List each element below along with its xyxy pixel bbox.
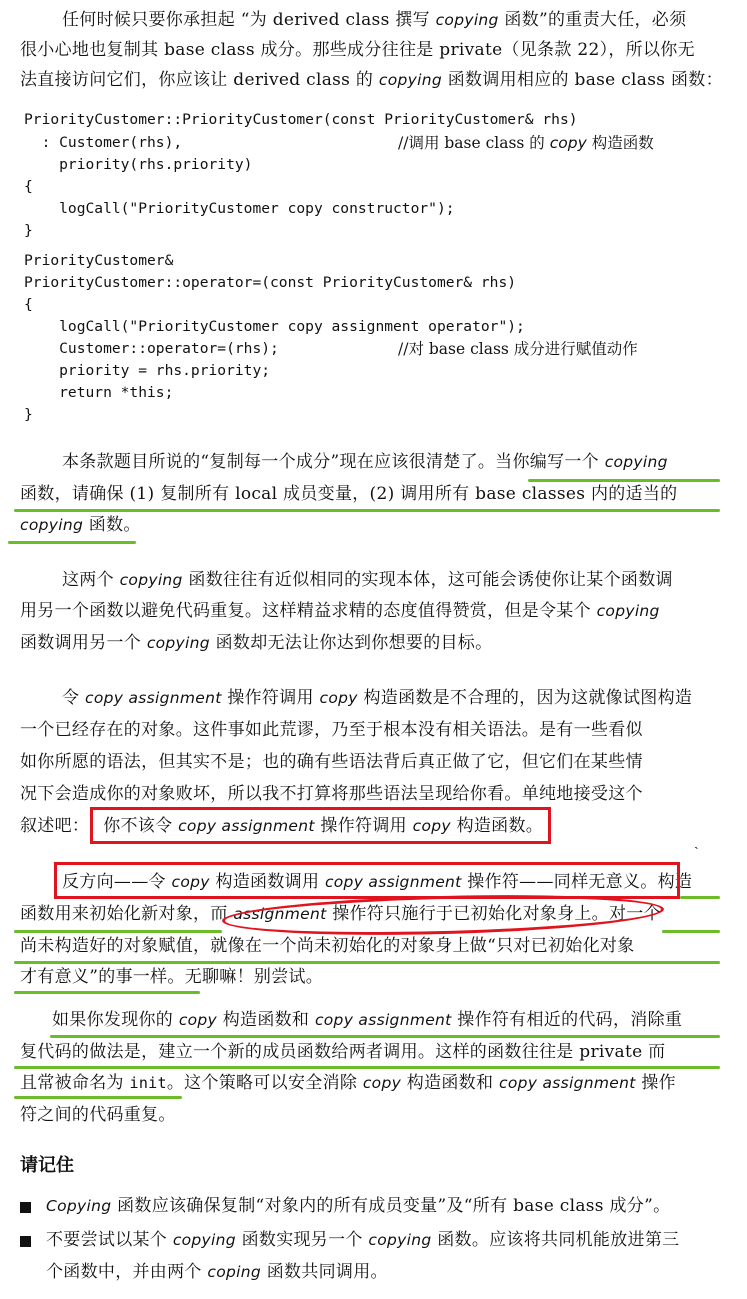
- p1-line-2: 函数，请确保 (1) 复制所有 local 成员变量，(2) 调用所有 base classes 内的适当的: [20, 484, 678, 504]
- p3-line-4: 况下会造成你的对象败坏，所以我不打算将那些语法呈现给你看。单纯地接受这个: [20, 784, 643, 804]
- code-line: PriorityCustomer::operator=(const PriorityCustomer& rhs): [24, 274, 517, 291]
- p4-line-2: 函数用来初始化新对象，而 assignment 操作符只施行于已初始化对象身上。对一个: [20, 904, 661, 924]
- highlight-underline: [14, 991, 200, 994]
- bullet-square-icon: [20, 1202, 31, 1213]
- bullet-item: Copying 函数应该确保复制“对象内的所有成员变量”及“所有 base class 成分”。: [46, 1196, 671, 1216]
- highlight-underline: [14, 961, 720, 964]
- highlight-underline: [662, 930, 720, 933]
- section-heading: 请记住: [20, 1155, 74, 1176]
- code-line: PriorityCustomer&: [24, 252, 174, 269]
- intro-line-1: 任何时候只要你承担起 “为 derived class 撰写 copying 函数”的重责大任，必须: [62, 10, 687, 30]
- code-line: }: [24, 222, 33, 239]
- p3-line-1: 令 copy assignment 操作符调用 copy 构造函数是不合理的，因为这就像试图构造: [62, 688, 693, 708]
- highlight-underline: [14, 1096, 182, 1099]
- p3-line-3: 如你所愿的语法，但其实不是；也的确有些语法背后真正做了它，但它们在某些情: [20, 752, 643, 772]
- code-line: priority = rhs.priority;: [24, 362, 271, 379]
- bullet-item-continued: 个函数中，并由两个 coping 函数共同调用。: [46, 1262, 388, 1282]
- p4-line-3: 尚未构造好的对象赋值，就像在一个尚未初始化的对象身上做“只对已初始化对象: [20, 936, 635, 956]
- p2-line-2: 用另一个函数以避免代码重复。这样精益求精的态度值得赞赏，但是令某个 copying: [20, 601, 660, 621]
- code-line: PriorityCustomer::PriorityCustomer(const PriorityCustomer& rhs): [24, 111, 578, 128]
- p3-line-2: 一个已经存在的对象。这件事如此荒谬，乃至于根本没有相关语法。是有一些看似: [20, 720, 643, 740]
- code-line: Customer::operator=(rhs);: [24, 340, 279, 357]
- highlight-underline: [680, 896, 720, 899]
- intro-line-2: 很小心地也复制其 base class 成分。那些成分往往是 private（见条款 22），所以你无: [20, 40, 695, 60]
- code-line: }: [24, 406, 33, 423]
- code-line: {: [24, 296, 33, 313]
- p5-line-1: 如果你发现你的 copy 构造函数和 copy assignment 操作符有相近的代码，消除重: [52, 1010, 683, 1030]
- code-line: priority(rhs.priority): [24, 156, 253, 173]
- code-comment: //对 base class 成分进行赋值动作: [398, 340, 638, 358]
- p4-line-1: 反方向——令 copy 构造函数调用 copy assignment 操作符——同样无意义。构造: [62, 872, 693, 892]
- highlight-underline: [14, 930, 222, 933]
- highlight-underline: [528, 479, 720, 482]
- highlight-underline: [50, 1035, 720, 1038]
- p4-line-4: 才有意义”的事一样。无聊嘛！别尝试。: [20, 967, 324, 987]
- code-line: return *this;: [24, 384, 174, 401]
- highlight-underline: [8, 541, 136, 544]
- highlight-underline: [14, 1066, 720, 1069]
- stray-mark: ˎ: [694, 834, 699, 850]
- p1-line-1: 本条款题目所说的“复制每一个成分”现在应该很清楚了。当你编写一个 copying: [62, 452, 668, 472]
- p2-line-1: 这两个 copying 函数往往有近似相同的实现本体，这可能会诱使你让某个函数调: [62, 570, 673, 590]
- bullet-square-icon: [20, 1236, 31, 1247]
- p5-line-2: 复代码的做法是，建立一个新的成员函数给两者调用。这样的函数往往是 private 而: [20, 1042, 666, 1062]
- highlight-box: [90, 807, 551, 844]
- intro-line-3: 法直接访问它们，你应该让 derived class 的 copying 函数调用相应的 base class 函数：: [20, 70, 723, 90]
- p3-line-5: 叙述吧： 你不该令 copy assignment 操作符调用 copy 构造函数。: [20, 816, 544, 836]
- code-line: {: [24, 178, 33, 195]
- code-comment: //调用 base class 的 copy 构造函数: [398, 134, 654, 152]
- p5-line-4: 符之间的代码重复。: [20, 1105, 176, 1125]
- code-line: : Customer(rhs),: [24, 134, 183, 151]
- highlight-underline: [14, 509, 720, 512]
- code-line: logCall("PriorityCustomer copy constructor");: [24, 200, 455, 217]
- p1-line-3: copying 函数。: [20, 515, 141, 535]
- bullet-item: 不要尝试以某个 copying 函数实现另一个 copying 函数。应该将共同机能放进第三: [46, 1230, 680, 1250]
- p2-line-3: 函数调用另一个 copying 函数却无法让你达到你想要的目标。: [20, 633, 493, 653]
- p5-line-3: 且常被命名为 init。这个策略可以安全消除 copy 构造函数和 copy assignment 操作: [20, 1073, 676, 1093]
- code-line: logCall("PriorityCustomer copy assignment operator");: [24, 318, 525, 335]
- highlight-box: [54, 862, 680, 899]
